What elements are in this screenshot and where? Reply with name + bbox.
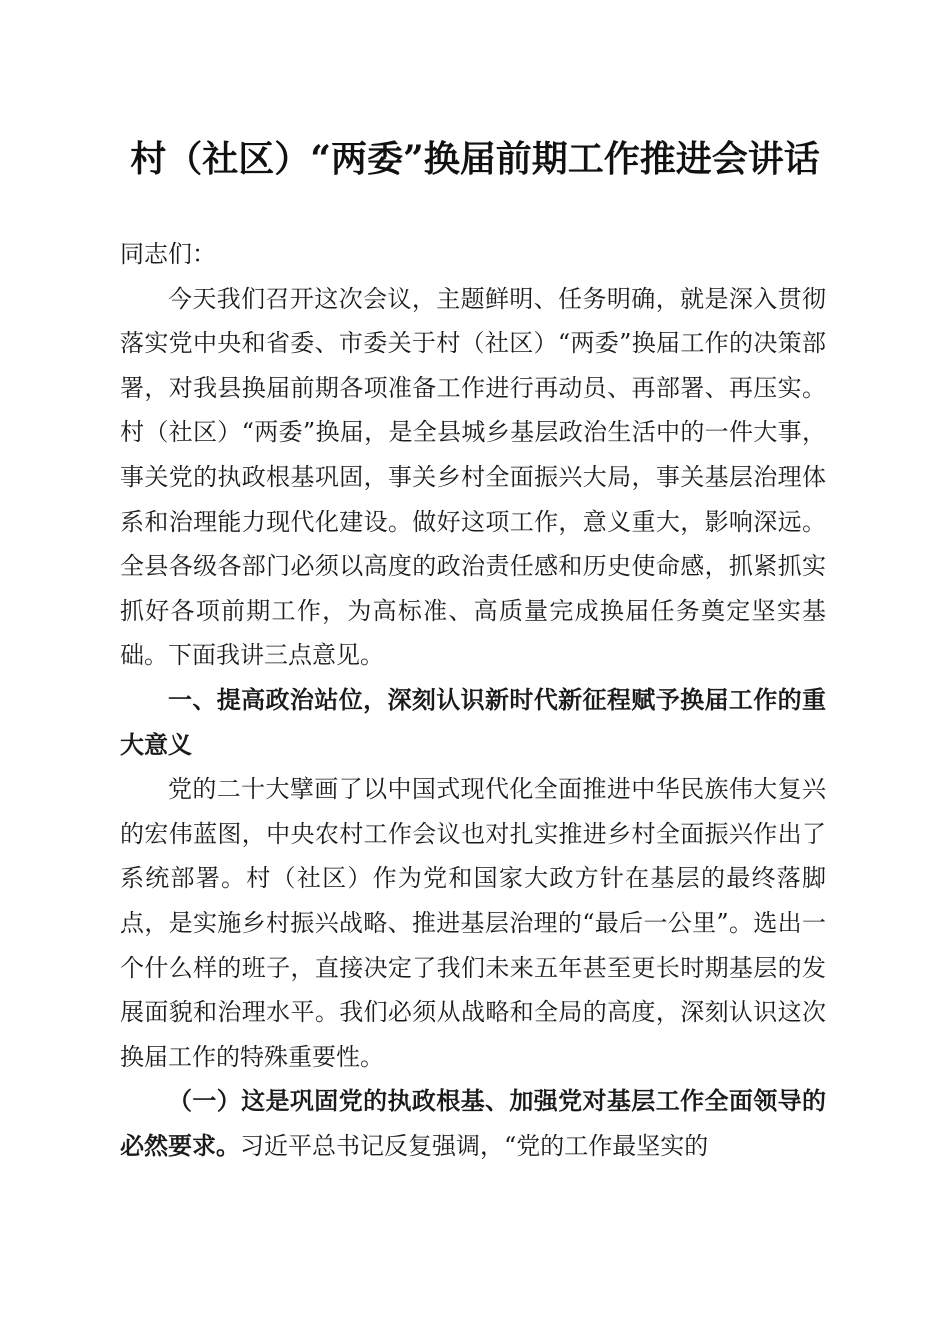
subsection-1-heading: （一）这是巩固党的执政根基、加强党对基层工作全面领导的必然要求。 [120, 1086, 826, 1160]
subsection-1-paragraph [120, 1079, 826, 1168]
document-title: 村（社区）“两委”换届前期工作推进会讲话 [130, 138, 820, 180]
document-body [120, 232, 826, 1168]
intro-paragraph: 今天我们召开这次会议，主题鲜明、任务明确，就是深入贯彻落实党中央和省委、市委关于村（社区）“两委”换届工作的决策部署，对我县换届前期各项准备工作进行再动员、再部署、再压实。村（社区）“两委”换届，是全县城乡基层政治生活中的一件大事，事关党的执政根基巩固，事关乡村全面振兴大局，事关基层治理体系和治理能力现代化建设。做好这项工作，意义重大，影响深远。全县各级各部门必须以高度的政治责任感和历史使命感，抓紧抓实抓好各项前期工作，为高标准、高质量完成换届任务奠定坚实基础。下面我讲三点意见。 [120, 284, 826, 670]
salutation: 同志们： [120, 240, 216, 268]
subsection-1-text: 习近平总书记反复强调，“党的工作最坚实的 [240, 1131, 709, 1160]
section-1-heading: 一、提高政治站位，深刻认识新时代新征程赋予换届工作的重大意义 [120, 684, 826, 759]
section-1-paragraph: 党的二十大擘画了以中国式现代化全面推进中华民族伟大复兴的宏伟蓝图，中央农村工作会议也对扎实推进乡村全面振兴作出了系统部署。村（社区）作为党和国家大政方针在基层的最终落脚点，是实施乡村振兴战略、推进基层治理的“最后一公里”。选出一个什么样的班子，直接决定了我们未来五年甚至更长时期基层的发展面貌和治理水平。我们必须从战略和全局的高度，深刻认识这次换届工作的特殊重要性。 [120, 775, 826, 1071]
